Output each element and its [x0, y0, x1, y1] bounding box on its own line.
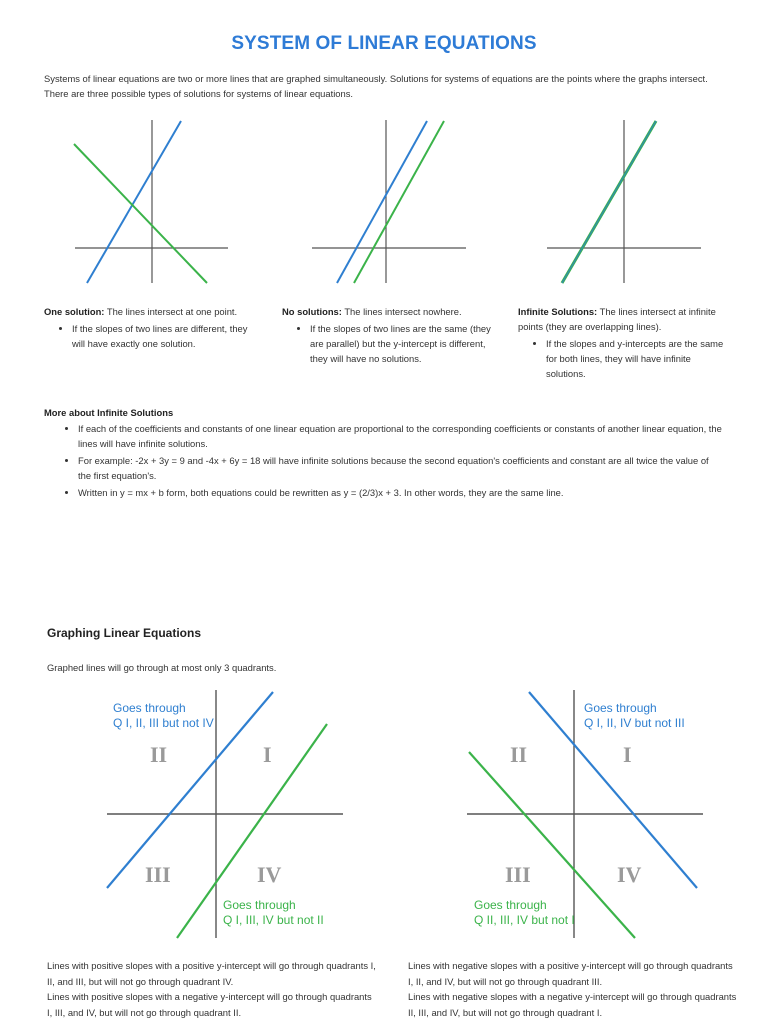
quadrant-label-i: I	[623, 742, 632, 767]
caption-line: Lines with negative slopes with a negative y-intercept will go through quadrants II, III, and IV, but will not go through quadrant I.	[408, 991, 737, 1018]
green-line	[354, 121, 444, 283]
blue-line	[337, 121, 427, 283]
list-item: • For example: -2x + 3y = 9 and -4x + 6y = 18 will have infinite solutions because the second equation's coefficients and constant are all twice the value of the first equation's.	[78, 453, 724, 483]
green-line-label: Q I, III, IV but not II	[223, 913, 324, 927]
graphing-subtitle: Graphed lines will go through at most only 3 quadrants.	[47, 662, 277, 673]
infinite-solutions-graph	[545, 118, 705, 288]
positive-slope-quadrant-graph	[105, 690, 345, 940]
no-solutions-graph	[310, 118, 470, 288]
more-infinite-solutions	[44, 405, 724, 502]
one-solution-description	[44, 304, 259, 351]
infinite-solutions-heading: Infinite Solutions:	[518, 306, 598, 317]
positive-slope-caption	[47, 958, 377, 1020]
no-solutions-heading: No solutions:	[282, 306, 342, 317]
blue-line-label: Goes through	[584, 701, 657, 715]
list-item: • If each of the coefficients and constants of one linear equation are proportional to the corresponding coefficients or constants of another linear equation, the lines will have infinite solutions.	[78, 421, 724, 451]
quadrant-label-ii: II	[510, 742, 528, 767]
infinite-solutions-bullet: • If the slopes and y-intercepts are the same for both lines, they will have infinite solutions.	[546, 336, 733, 381]
graphing-heading: Graphing Linear Equations	[47, 626, 202, 640]
one-solution-heading: One solution:	[44, 306, 105, 317]
quadrant-label-iv: IV	[617, 862, 642, 887]
quadrant-label-i: I	[263, 742, 272, 767]
caption-line: Lines with negative slopes with a positive y-intercept will go through quadrants I, II, and IV, but will not go through quadrant III.	[408, 960, 733, 987]
quadrant-label-ii: II	[150, 742, 168, 767]
quadrant-label-iii: III	[505, 862, 531, 887]
blue-line-label: Q I, II, IV but not III	[584, 716, 685, 730]
quadrant-label-iii: III	[145, 862, 171, 887]
quadrant-label-iv: IV	[257, 862, 282, 887]
caption-line: Lines with positive slopes with a positive y-intercept will go through quadrants I, II, and III, but will not go through quadrant IV.	[47, 960, 376, 987]
one-solution-bullet: • If the slopes of two lines are different, they will have exactly one solution.	[72, 321, 259, 351]
one-solution-graph	[70, 118, 230, 288]
green-line-label: Goes through	[223, 898, 296, 912]
blue-line-label: Goes through	[113, 701, 186, 715]
green-line-label: Q II, III, IV but not I	[474, 913, 575, 927]
infinite-solutions-text: The lines intersect at infinite points (they are overlapping lines).	[518, 306, 716, 332]
blue-line	[87, 121, 181, 283]
list-item: • Written in y = mx + b form, both equations could be rewritten as y = (2/3)x + 3. In other words, they are the same line.	[78, 485, 724, 500]
caption-line: Lines with positive slopes with a negative y-intercept will go through quadrants I, III, and IV, but will not go through quadrant II.	[47, 991, 372, 1018]
green-line-label: Goes through	[474, 898, 547, 912]
no-solutions-text: The lines intersect nowhere.	[341, 306, 462, 317]
one-solution-text: The lines intersect at one point.	[104, 306, 238, 317]
blue-line-label: Q I, II, III but not IV	[113, 716, 214, 730]
intro-paragraph: Systems of linear equations are two or more lines that are graphed simultaneously. Solutions for systems of equations are the points where the graphs intersect. There are three possible types of solutions for systems of linear equations.	[44, 73, 708, 99]
negative-slope-quadrant-graph	[465, 690, 705, 940]
more-heading: More about Infinite Solutions	[44, 407, 174, 418]
negative-slope-caption	[408, 958, 738, 1020]
infinite-solutions-description	[518, 304, 733, 381]
no-solutions-description	[282, 304, 497, 366]
no-solutions-bullet: • If the slopes of two lines are the same (they are parallel) but the y-intercept is different, they will have no solutions.	[310, 321, 497, 366]
blue-line	[562, 121, 656, 283]
page-title: SYSTEM OF LINEAR EQUATIONS	[231, 33, 537, 54]
green-line	[74, 144, 207, 283]
